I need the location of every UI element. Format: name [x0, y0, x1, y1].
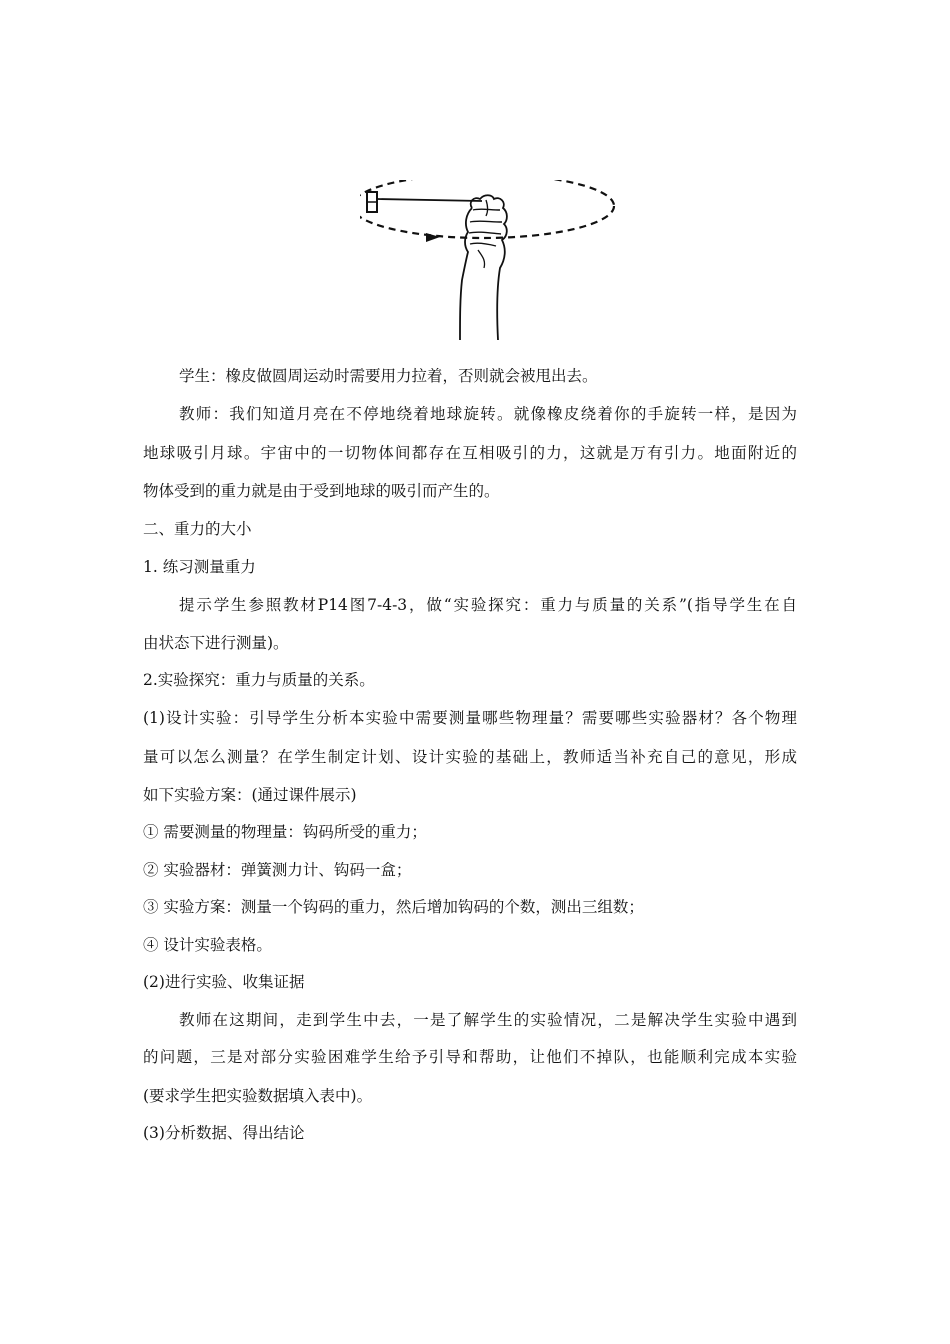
text-line: 教师在这期间，走到学生中去，一是了解学生的实验情况，二是解决学生实验中遇到	[179, 1011, 797, 1029]
text-line: (要求学生把实验数据填入表中)。	[143, 1087, 373, 1105]
list-item: ① 需要测量的物理量：钩码所受的重力；	[143, 823, 427, 841]
hand-swinging-eraser-icon	[360, 180, 620, 345]
text-line: 教师：我们知道月亮在不停地绕着地球旋转。就像橡皮绕着你的手旋转一样，是因为	[179, 405, 797, 423]
text-line: 的问题，三是对部分实验困难学生给予引导和帮助，让他们不掉队，也能顺利完成本实验	[143, 1048, 797, 1066]
text-line: 物体受到的重力就是由于受到地球的吸引而产生的。	[143, 482, 500, 500]
subsection-heading: 1. 练习测量重力	[143, 558, 256, 576]
text-line: 由状态下进行测量)。	[143, 634, 289, 652]
list-item: ④ 设计实验表格。	[143, 936, 272, 954]
text-line: 提示学生参照教材P14图7-4-3，做“实验探究：重力与质量的关系”(指导学生在自	[179, 596, 797, 614]
text-line: (1)设计实验：引导学生分析本实验中需要测量哪些物理量？需要哪些实验器材？各个物理	[143, 709, 797, 727]
text-line: 量可以怎么测量？在学生制定计划、设计实验的基础上，教师适当补充自己的意见，形成	[143, 748, 797, 766]
subsection-heading: 2.实验探究：重力与质量的关系。	[143, 671, 375, 689]
text-line: 地球吸引月球。宇宙中的一切物体间都存在互相吸引的力，这就是万有引力。地面附近的	[143, 444, 797, 462]
list-item: ③ 实验方案：测量一个钩码的重力，然后增加钩码的个数，测出三组数；	[143, 898, 644, 916]
text-line: (3)分析数据、得出结论	[143, 1124, 305, 1142]
hand-swinging-eraser-figure	[360, 180, 620, 345]
list-item: ② 实验器材：弹簧测力计、钩码一盒；	[143, 861, 412, 879]
text-line: 如下实验方案：(通过课件展示)	[143, 786, 357, 804]
text-line: 学生：橡皮做圆周运动时需要用力拉着，否则就会被甩出去。	[179, 367, 598, 385]
section-heading: 二、重力的大小	[143, 520, 252, 538]
text-line: (2)进行实验、收集证据	[143, 973, 305, 991]
